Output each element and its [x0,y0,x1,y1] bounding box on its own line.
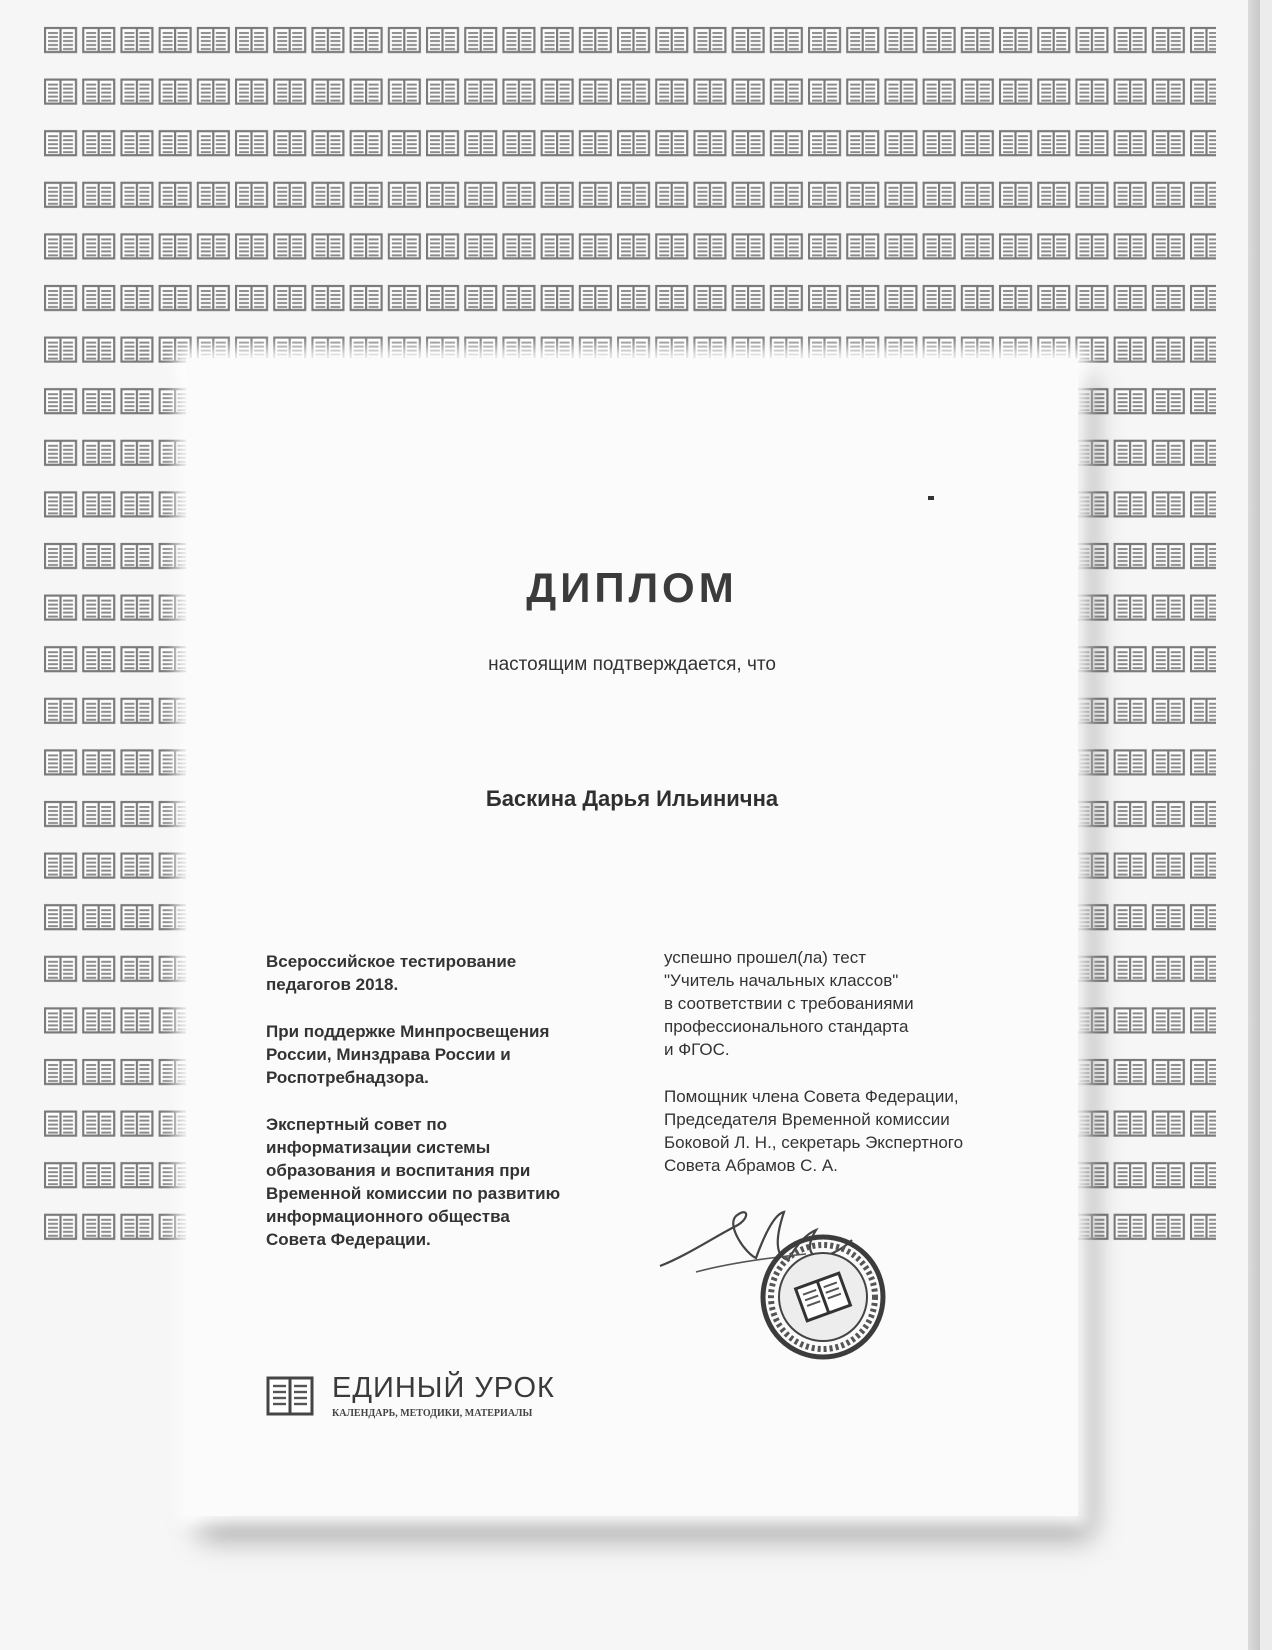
diploma-subtitle: настоящим подтверждается, что [488,654,776,675]
round-seal-stamp-icon [758,1232,888,1362]
recipient-name: Баскина Дарья Ильинична [485,786,779,811]
result-text: успешно прошел(ла) тест "Учитель начальных классов" в соответствии с требованиями профессионального стандарта и ФГОС. [664,948,914,1059]
right-column [664,946,1044,1201]
logo-name: ЕДИНЫЙ УРОК [332,1372,555,1404]
left-column [266,950,636,1275]
diploma-card [186,358,1078,1516]
support-text: При поддержке Минпросвещения России, Минздрава России и Роспотребнадзора. [266,1022,550,1087]
page-edge-shadow [1248,0,1260,1650]
council-text: Экспертный совет по информатизации системы образования и воспитания при Временной комиссии по развитию информационного общества Совета Федерации. [266,1115,561,1249]
scan-speck [928,496,934,500]
diploma-title: ДИПЛОМ [526,564,738,611]
event-text: Всероссийское тестирование педагогов 2018. [266,952,517,994]
logo-tagline: КАЛЕНДАРЬ, МЕТОДИКИ, МАТЕРИАЛЫ [332,1408,533,1419]
signatory-text: Помощник члена Совета Федерации, Председателя Временной комиссии Боковой Л. Н., секретарь Экспертного Совета Абрамов С. А. [664,1087,964,1175]
open-book-icon [266,1376,316,1418]
